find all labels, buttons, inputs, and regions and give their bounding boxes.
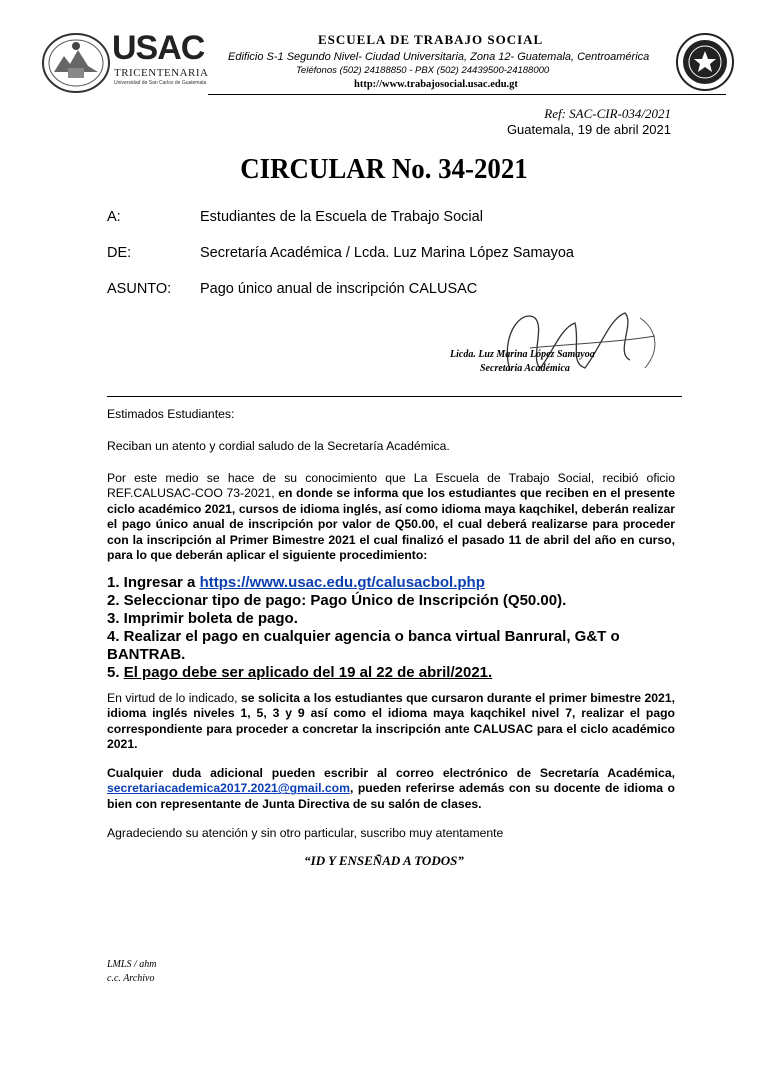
usac-seal-logo (40, 32, 112, 94)
handwritten-signature (440, 298, 672, 390)
cc-archive: c.c. Archivo (107, 973, 155, 984)
usac-tricentenaria: TRICENTENARIA (114, 67, 209, 79)
to-value: Estudiantes de la Escuela de Trabajo Social (200, 209, 483, 225)
step-5 (107, 664, 687, 682)
paragraph-notice-intro: Por este medio se hace de su conocimiento que La Escuela de Trabajo Social, recibió oficio REF.CALUSAC-COO 73-2021, (107, 471, 675, 501)
signatory-name: Licda. Luz Marina López Samayoa (450, 349, 595, 360)
paragraph-contact (107, 766, 675, 812)
phone-line: Teléfonos (502) 24188850 - PBX (502) 24439500-24188000 (296, 65, 550, 76)
step-5-text: El pago debe ser aplicado del 19 al 22 de abril/2021. (123, 664, 493, 681)
school-name: ESCUELA DE TRABAJO SOCIAL (318, 32, 544, 47)
paragraph-request-intro: En virtud de lo indicado, (107, 691, 238, 705)
paragraph-request-bold: se solicita a los estudiantes que cursaron durante el primer bimestre 2021, idioma inglés niveles 1, 5, 3 y 9 así como el idioma maya kaqchikel nivel 7, realizar el pago correspondiente para proceder a concretar la inscripción ante CALUSAC para el ciclo académico 2021. (107, 691, 675, 752)
signatory-role: Secretaria Académica (480, 363, 570, 374)
usac-wordmark: USAC (112, 29, 205, 67)
school-seal-logo (675, 32, 735, 92)
step-4: 4. Realizar el pago en cualquier agencia o banca virtual Banrural, G&T o BANTRAB. (107, 628, 620, 663)
step-1 (107, 574, 687, 592)
paragraph-notice (107, 471, 675, 563)
secretaria-email-link[interactable]: secretariacademica2017.2021@gmail.com (107, 781, 350, 796)
circular-title: CIRCULAR No. 34-2021 (240, 154, 528, 185)
greeting: Estimados Estudiantes: (107, 407, 235, 421)
address-line-1: Edificio S-1 Segundo Nivel- Ciudad Universitaria, Zona 12- Guatemala, Centroamérica (228, 51, 650, 63)
document-date: Guatemala, 19 de abril 2021 (506, 122, 671, 137)
subject-label: ASUNTO: (107, 281, 172, 297)
step-5-number: 5. (107, 664, 124, 681)
from-value: Secretaría Académica / Lcda. Luz Marina López Samayoa (200, 245, 574, 261)
from-label: DE: (107, 245, 132, 261)
footer-initials (107, 958, 156, 986)
paragraph-contact-rest: , pueden referirse además con su docente de idioma o bien con representante de Junta Directiva de su salón de clases. (107, 781, 675, 811)
closing-thanks: Agradeciendo su atención y sin otro particular, suscribo muy atentamente (107, 826, 504, 840)
step-1-text: 1. Ingresar a (107, 574, 200, 591)
paragraph-contact-bold: Cualquier duda adicional pueden escribir al correo electrónico de Secretaría Académica, (107, 766, 675, 780)
website-link[interactable]: http://www.trabajosocial.usac.edu.gt (354, 79, 518, 90)
university-motto: “ID Y ENSEÑAD A TODOS” (304, 853, 464, 868)
calusac-payment-link[interactable]: https://www.usac.edu.gt/calusacbol.php (199, 574, 485, 591)
paragraph-request (107, 691, 675, 753)
section-rule (107, 396, 682, 397)
usac-subtitle: Universidad de San Carlos de Guatemala (114, 80, 207, 86)
cordial-greeting: Reciban un atento y cordial saludo de la Secretaría Académica. (107, 439, 450, 453)
reference-number: Ref: SAC-CIR-034/2021 (544, 106, 671, 121)
author-initials: LMLS / ahm (107, 959, 157, 970)
step-3: 3. Imprimir boleta de pago. (107, 610, 298, 627)
header-rule (208, 94, 726, 95)
subject-value: Pago único anual de inscripción CALUSAC (200, 281, 478, 297)
to-label: A: (107, 209, 121, 225)
step-2: 2. Seleccionar tipo de pago: Pago Único de Inscripción (Q50.00). (107, 592, 567, 609)
paragraph-notice-bold: en donde se informa que los estudiantes que reciben en el presente ciclo académico 2021, cursos de idioma inglés, así como idioma maya kaqchikel, deberán realizar el pago único anual de inscripción por valor de Q50.00, el cual deberá realizarse para proceder con la inscripción al Primer Bimestre 2021 el cual finalizó el pasado 11 de abril del año en curso, para lo que deberán aplicar el siguiente procedimiento: (107, 486, 675, 563)
